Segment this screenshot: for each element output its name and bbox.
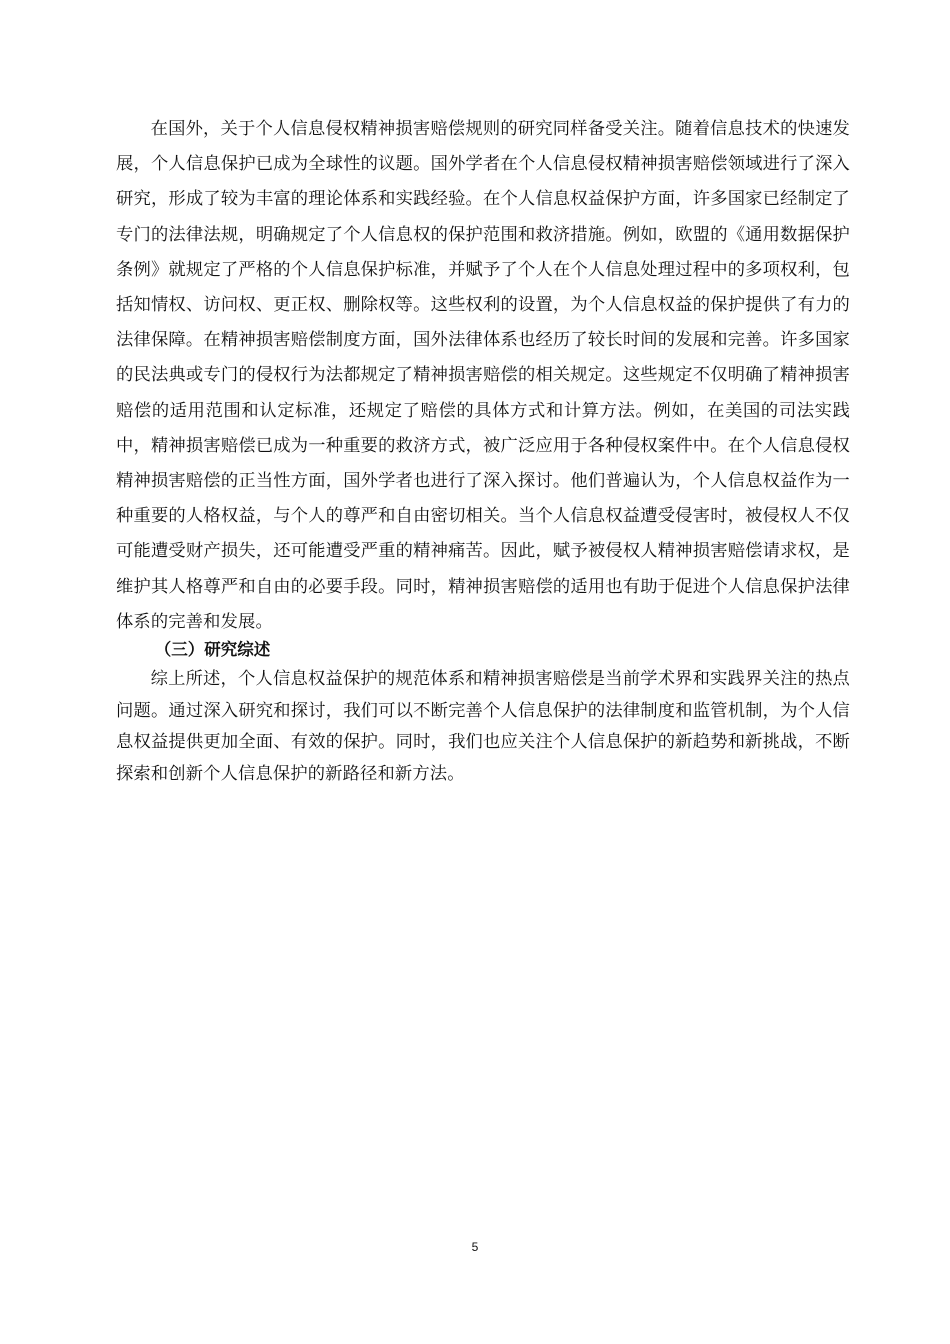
paragraph-summary: 综上所述，个人信息权益保护的规范体系和精神损害赔偿是当前学术界和实践界关注的热点问题。通过深入研究和探讨，我们可以不断完善个人信息保护的法律制度和监管机制，为个人信息权益提供更加全面、有效的保护。同时，我们也应关注个人信息保护的新趋势和新挑战，不断探索和创新个人信息保护的新路径和新方法。 [116,669,850,784]
page-body [116,112,850,790]
section-heading-research-summary: （三）研究综述 [154,640,271,660]
paragraph-foreign-research: 在国外，关于个人信息侵权精神损害赔偿规则的研究同样备受关注。随着信息技术的快速发展，个人信息保护已成为全球性的议题。国外学者在个人信息侵权精神损害赔偿领域进行了深入研究，形成了较为丰富的理论体系和实践经验。在个人信息权益保护方面，许多国家已经制定了专门的法律法规，明确规定了个人信息权的保护范围和救济措施。例如，欧盟的《通用数据保护条例》就规定了严格的个人信息保护标准，并赋予了个人在个人信息处理过程中的多项权利，包括知情权、访问权、更正权、删除权等。这些权利的设置，为个人信息权益的保护提供了有力的法律保障。在精神损害赔偿制度方面，国外法律体系也经历了较长时间的发展和完善。许多国家的民法典或专门的侵权行为法都规定了精神损害赔偿的相关规定。这些规定不仅明确了精神损害赔偿的适用范围和认定标准，还规定了赔偿的具体方式和计算方法。例如，在美国的司法实践中，精神损害赔偿已成为一种重要的救济方式，被广泛应用于各种侵权案件中。在个人信息侵权精神损害赔偿的正当性方面，国外学者也进行了深入探讨。他们普遍认为，个人信息权益作为一种重要的人格权益，与个人的尊严和自由密切相关。当个人信息权益遭受侵害时，被侵权人不仅可能遭受财产损失，还可能遭受严重的精神痛苦。因此，赋予被侵权人精神损害赔偿请求权，是维护其人格尊严和自由的必要手段。同时，精神损害赔偿的适用也有助于促进个人信息保护法律体系的完善和发展。 [116,119,850,632]
page-number: 5 [471,1240,479,1254]
